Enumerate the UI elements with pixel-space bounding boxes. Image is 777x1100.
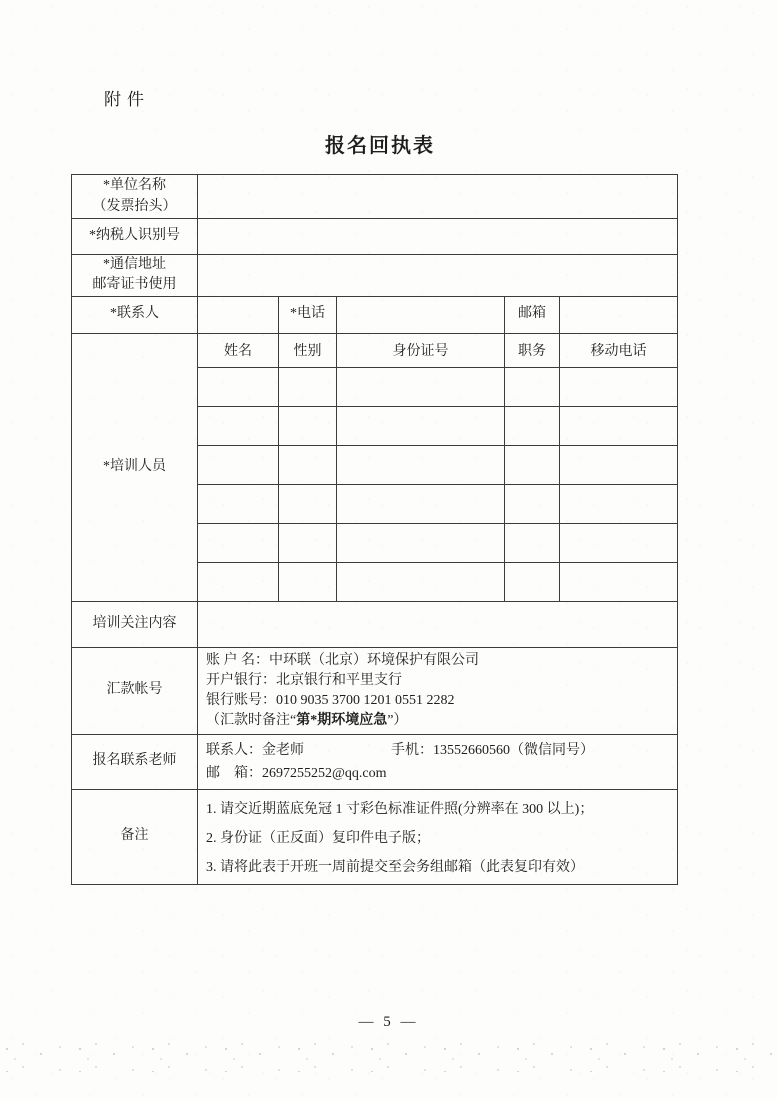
teacher-email: 邮 箱：2697255252@qq.com <box>206 765 387 781</box>
trainee-col-mobile: 移动电话 <box>560 333 678 367</box>
trainees-label: *培训人员 <box>72 333 198 601</box>
address-label-line2: 邮寄证书使用 <box>92 277 177 293</box>
trainee-cell <box>279 406 337 445</box>
address-value-cell <box>198 255 678 297</box>
page-number: — 5 — <box>358 1014 419 1030</box>
table-row <box>72 734 678 789</box>
address-label <box>72 255 198 297</box>
trainee-cell <box>337 484 505 523</box>
trainee-cell <box>505 406 560 445</box>
contact-person-label: *联系人 <box>72 296 198 333</box>
remittance-account-number: 银行账号：010 9035 3700 1201 0551 2282 <box>206 692 455 708</box>
table-row <box>72 789 678 884</box>
trainee-cell <box>279 445 337 484</box>
trainee-cell <box>505 562 560 601</box>
trainee-cell <box>505 484 560 523</box>
taxpayer-id-value-cell <box>198 219 678 255</box>
trainee-cell <box>279 562 337 601</box>
teacher-contact-line <box>206 739 669 762</box>
registration-teacher-cell <box>198 734 678 789</box>
table-row <box>72 219 678 255</box>
table-row <box>72 296 678 333</box>
remittance-note-bold: 第*期环境应急 <box>296 712 388 728</box>
remittance-details-cell <box>198 647 678 734</box>
trainee-cell <box>560 367 678 406</box>
trainee-cell <box>198 484 279 523</box>
remittance-label: 汇款帐号 <box>72 647 198 734</box>
trainee-cell <box>560 445 678 484</box>
remittance-account-name: 账 户 名：中环联（北京）环境保护有限公司 <box>206 652 479 668</box>
scan-noise-band <box>0 1040 777 1072</box>
taxpayer-id-label: *纳税人识别号 <box>72 219 198 255</box>
remarks-cell <box>198 789 678 884</box>
contact-phone-label: *电话 <box>279 296 337 333</box>
trainee-cell <box>560 523 678 562</box>
trainee-cell <box>279 484 337 523</box>
remarks-item-2: 2. 身份证（正反面）复印件电子版； <box>206 830 430 846</box>
unit-name-label-line1: *单位名称 <box>103 178 166 194</box>
trainee-col-title: 职务 <box>505 333 560 367</box>
table-row <box>72 175 678 219</box>
trainee-cell <box>505 523 560 562</box>
registration-form-table <box>71 174 678 885</box>
trainee-cell <box>198 367 279 406</box>
trainee-cell <box>560 562 678 601</box>
remarks-item-3: 3. 请将此表于开班一周前提交至会务组邮箱（此表复印有效） <box>206 859 584 875</box>
trainee-cell <box>505 367 560 406</box>
teacher-mobile: 手机：13552660560（微信同号） <box>391 742 594 758</box>
contact-person-value-cell <box>198 296 279 333</box>
trainee-cell <box>337 523 505 562</box>
attachment-label: 附件 <box>104 90 150 109</box>
training-focus-value-cell <box>198 601 678 647</box>
trainee-header-row <box>72 333 678 367</box>
remarks-label: 备注 <box>72 789 198 884</box>
trainee-cell <box>337 406 505 445</box>
trainee-cell <box>279 367 337 406</box>
table-row <box>72 255 678 297</box>
training-focus-label: 培训关注内容 <box>72 601 198 647</box>
trainee-cell <box>337 367 505 406</box>
trainee-cell <box>198 562 279 601</box>
trainee-cell <box>505 445 560 484</box>
unit-name-label <box>72 175 198 219</box>
registration-teacher-label: 报名联系老师 <box>72 734 198 789</box>
unit-name-label-line2: （发票抬头） <box>92 198 177 214</box>
trainee-cell <box>560 484 678 523</box>
remittance-bank: 开户银行：北京银行和平里支行 <box>206 672 402 688</box>
table-row <box>72 647 678 734</box>
trainee-col-name: 姓名 <box>198 333 279 367</box>
trainee-cell <box>198 523 279 562</box>
contact-email-value-cell <box>560 296 678 333</box>
trainee-col-id-number: 身份证号 <box>337 333 505 367</box>
teacher-name: 联系人：金老师 <box>206 742 304 758</box>
address-label-line1: *通信地址 <box>103 257 166 272</box>
trainee-cell <box>279 523 337 562</box>
remittance-note: （汇款时备注“第*期环境应急”） <box>206 712 408 728</box>
trainee-cell <box>198 406 279 445</box>
table-row <box>72 601 678 647</box>
trainee-cell <box>198 445 279 484</box>
remarks-item-1: 1. 请交近期蓝底免冠 1 寸彩色标准证件照(分辨率在 300 以上)； <box>206 801 594 817</box>
unit-name-value-cell <box>198 175 678 219</box>
contact-phone-value-cell <box>337 296 505 333</box>
trainee-cell <box>337 562 505 601</box>
page-title: 报名回执表 <box>325 135 435 157</box>
trainee-col-gender: 性别 <box>279 333 337 367</box>
trainee-cell <box>337 445 505 484</box>
trainee-cell <box>560 406 678 445</box>
contact-email-label: 邮箱 <box>505 296 560 333</box>
